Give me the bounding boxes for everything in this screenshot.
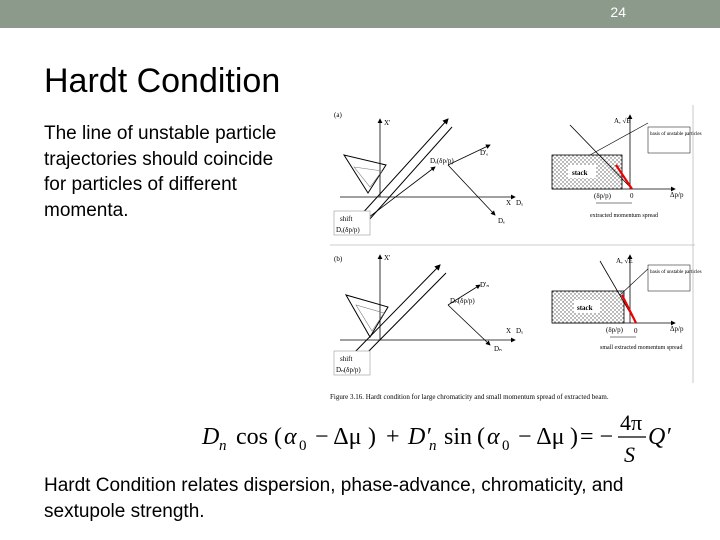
- panel-b-right-line: [620, 267, 650, 295]
- panel-b-sqrt-label: A, √E: [616, 257, 633, 265]
- panel-a-shift-label: shift: [340, 215, 353, 223]
- panel-b-buckets-label: basis of unstable particles: [650, 270, 702, 275]
- panel-b-separatrix-1: [350, 265, 440, 357]
- panel-a-buckets-box: [648, 127, 690, 153]
- panel-a-right-line: [590, 123, 648, 155]
- slide-header-bar: [0, 0, 720, 28]
- panel-b-shift-label: shift: [340, 355, 353, 363]
- panel-b-buckets-box: [648, 265, 690, 291]
- eq-minus-dmu-2: − Δμ: [518, 424, 565, 450]
- eq-sin: sin: [444, 424, 473, 450]
- eq-four-pi: 4π: [620, 410, 643, 435]
- eq-zero-sub-2: 0: [502, 438, 510, 454]
- hardt-equation: [200, 404, 670, 468]
- panel-b-d-arrow: [448, 305, 490, 345]
- panel-a-xprime-label: X': [384, 119, 391, 127]
- panel-a-buckets-label: basis of unstable particles: [650, 132, 702, 137]
- panel-b-zero: 0: [634, 327, 638, 335]
- panel-a-dx-label: Dₓ: [516, 199, 524, 207]
- panel-b-extracted-label: small extracted momentum spread: [600, 345, 683, 351]
- eq-zero-sub-1: 0: [299, 438, 307, 454]
- panel-a-shift-expr: Dₑ(δp/p): [336, 226, 360, 234]
- slide-title: Hardt Condition: [44, 62, 281, 100]
- eq-plus: +: [386, 424, 400, 450]
- panel-b-stack-label: stack: [577, 304, 593, 312]
- eq-dn-prime: D′: [408, 424, 431, 450]
- panel-a-label: (a): [334, 111, 342, 119]
- eq-lparen-2: (: [477, 424, 485, 450]
- panel-b-dprime-label: D'ₙ: [480, 281, 490, 289]
- panel-b-dispersion-label: Dₙ(δp/p): [450, 297, 475, 305]
- figure-caption: Figure 3.16. Hardt condition for large chromaticity and small momentum spread of extracted beam.: [330, 393, 609, 401]
- panel-b-x-label: X: [506, 327, 512, 335]
- slide-footer-text: Hardt Condition relates dispersion, phase-advance, chromaticity, and sextupole strength.: [44, 475, 624, 522]
- page-number: 24: [610, 4, 626, 20]
- panel-b-separatrix-2: [360, 273, 446, 360]
- panel-a-d-arrow: [448, 165, 495, 215]
- hardt-condition-figure: [330, 105, 702, 405]
- slide-bullet-text: The line of unstable particle trajectories should coincide for particles of different momenta.: [44, 123, 277, 221]
- panel-b-dpp-tick: (δp/p): [606, 326, 623, 334]
- panel-b: [334, 254, 702, 375]
- eq-alpha-1: α: [284, 424, 297, 450]
- panel-b-label: (b): [334, 255, 343, 263]
- eq-lparen-1: (: [274, 424, 282, 450]
- eq-dn: D: [202, 424, 220, 450]
- panel-a-sqrt-label: A, √E: [614, 117, 631, 125]
- eq-s: S: [624, 442, 635, 467]
- panel-a: [334, 111, 702, 235]
- panel-a-separatrix-2: [360, 127, 452, 230]
- panel-a-dp-label: Δp/p: [670, 191, 684, 199]
- panel-b-d-label: Dₙ: [494, 345, 502, 353]
- eq-q-prime: Q′: [648, 424, 671, 450]
- panel-a-dprime-label: D'ₑ: [480, 149, 489, 157]
- eq-minus-dmu-1: − Δμ: [315, 424, 362, 450]
- panel-b-dp-label: Δp/p: [670, 325, 684, 333]
- panel-b-shift-expr: Dₙ(δp/p): [336, 366, 361, 374]
- panel-a-x-label: X: [506, 199, 512, 207]
- eq-equals: = −: [580, 424, 614, 450]
- panel-a-stack-label: stack: [572, 169, 588, 177]
- eq-n-sub-2: n: [429, 438, 437, 454]
- panel-a-dispersion-label: Dₑ(δp/p): [430, 157, 454, 165]
- panel-a-dpp-tick: (δp/p): [594, 192, 611, 200]
- panel-a-zero: 0: [630, 192, 634, 200]
- eq-rparen-1: ): [368, 424, 376, 450]
- eq-rparen-2: ): [570, 424, 578, 450]
- eq-cos: cos: [236, 424, 268, 450]
- eq-n-sub: n: [219, 438, 227, 454]
- panel-a-extracted-label: extracted momentum spread: [590, 213, 658, 219]
- panel-a-d-label: Dₑ: [498, 217, 505, 225]
- panel-b-xprime-label: X': [384, 254, 391, 262]
- eq-alpha-2: α: [487, 424, 500, 450]
- panel-b-dx-label: Dₓ: [516, 327, 524, 335]
